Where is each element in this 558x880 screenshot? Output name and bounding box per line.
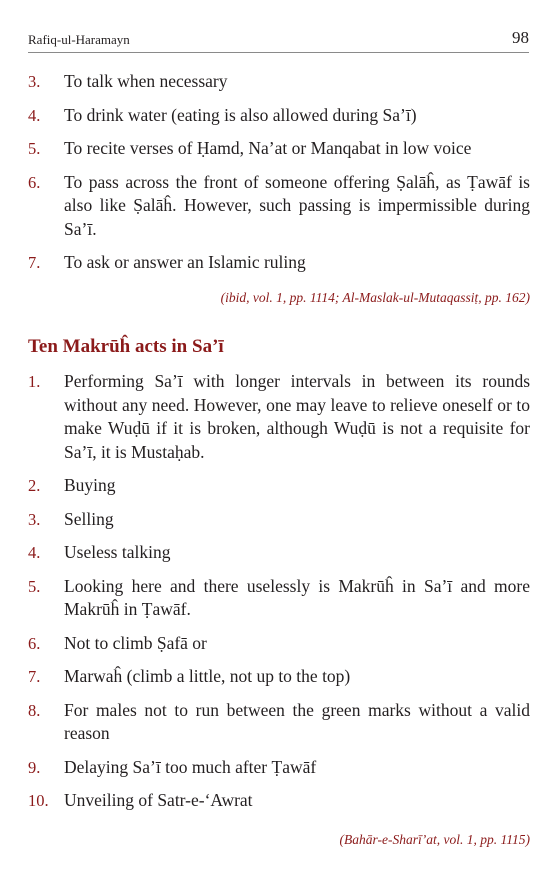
item-text: To recite verses of Ḥamd, Na’at or Manqabat in low voice (64, 138, 472, 158)
item-text: Buying (64, 475, 116, 495)
item-number: 3. (28, 72, 41, 91)
item-number: 5. (28, 139, 41, 158)
list-item (0, 632, 558, 656)
permissible-acts-list (0, 70, 558, 275)
list-item (0, 508, 558, 532)
item-text: Performing Sa’ī with longer intervals in between its rounds without any need. However, one may leave to relieve oneself or to make Wuḍū if it is broken, although Wuḍū is not a requisite for Sa’ī, it is Mustaḥab. (64, 371, 530, 462)
list-item (0, 251, 558, 275)
item-number: 7. (28, 667, 41, 686)
list-item (0, 541, 558, 565)
item-number: 8. (28, 700, 41, 720)
item-number: 10. (28, 791, 49, 810)
item-text: Selling (64, 508, 114, 529)
item-number: 4. (28, 543, 41, 562)
item-text: For males not to run between the green marks without a valid reason (64, 699, 530, 743)
item-number: 5. (28, 576, 41, 596)
list-item (0, 137, 558, 161)
list-item (0, 665, 558, 689)
reference-citation: (Bahār-e-Sharī’at, vol. 1, pp. 1115) (339, 832, 530, 847)
item-number: 6. (28, 172, 41, 192)
item-number: 4. (28, 105, 41, 125)
book-title: Rafiq-ul-Haramayn (28, 32, 130, 47)
list-item (0, 474, 558, 498)
list-item (0, 575, 558, 622)
page-header (28, 26, 529, 53)
list-item (0, 104, 558, 128)
reference-citation: (ibid, vol. 1, pp. 1114; Al-Maslak-ul-Mutaqassiṭ, pp. 162) (220, 290, 530, 305)
item-text: Not to climb Ṣafā or (64, 632, 207, 653)
list-item (0, 370, 558, 464)
item-text: Useless talking (64, 542, 171, 562)
item-text: To talk when necessary (64, 71, 228, 91)
list-item (0, 789, 558, 813)
list-item (0, 756, 558, 780)
list-item (0, 171, 558, 242)
item-number: 1. (28, 372, 41, 391)
item-text: To drink water (eating is also allowed during Sa’ī) (64, 104, 417, 125)
item-text: Delaying Sa’ī too much after Ṭawāf (64, 756, 317, 777)
item-number: 9. (28, 757, 41, 777)
item-number: 6. (28, 633, 41, 653)
section-heading: Ten Makrūĥ acts in Sa’ī (28, 336, 224, 357)
item-text: Marwaĥ (climb a little, not up to the top) (64, 666, 351, 686)
list-item (0, 70, 558, 94)
item-text: To ask or answer an Islamic ruling (64, 252, 306, 272)
list-item (0, 699, 558, 746)
item-text: To pass across the front of someone offering Ṣalāĥ, as Ṭawāf is also like Ṣalāĥ. However, such passing is impermissible during Sa’ī. (64, 171, 530, 239)
item-number: 3. (28, 509, 41, 529)
page-number: 98 (512, 28, 529, 47)
item-number: 2. (28, 476, 41, 495)
item-text: Looking here and there uselessly is Makrūĥ in Sa’ī and more Makrūĥ in Ṭawāf. (64, 575, 530, 619)
item-number: 7. (28, 253, 41, 272)
makruh-acts-list (0, 370, 558, 813)
item-text: Unveiling of Satr-e-‘Awrat (64, 790, 253, 810)
